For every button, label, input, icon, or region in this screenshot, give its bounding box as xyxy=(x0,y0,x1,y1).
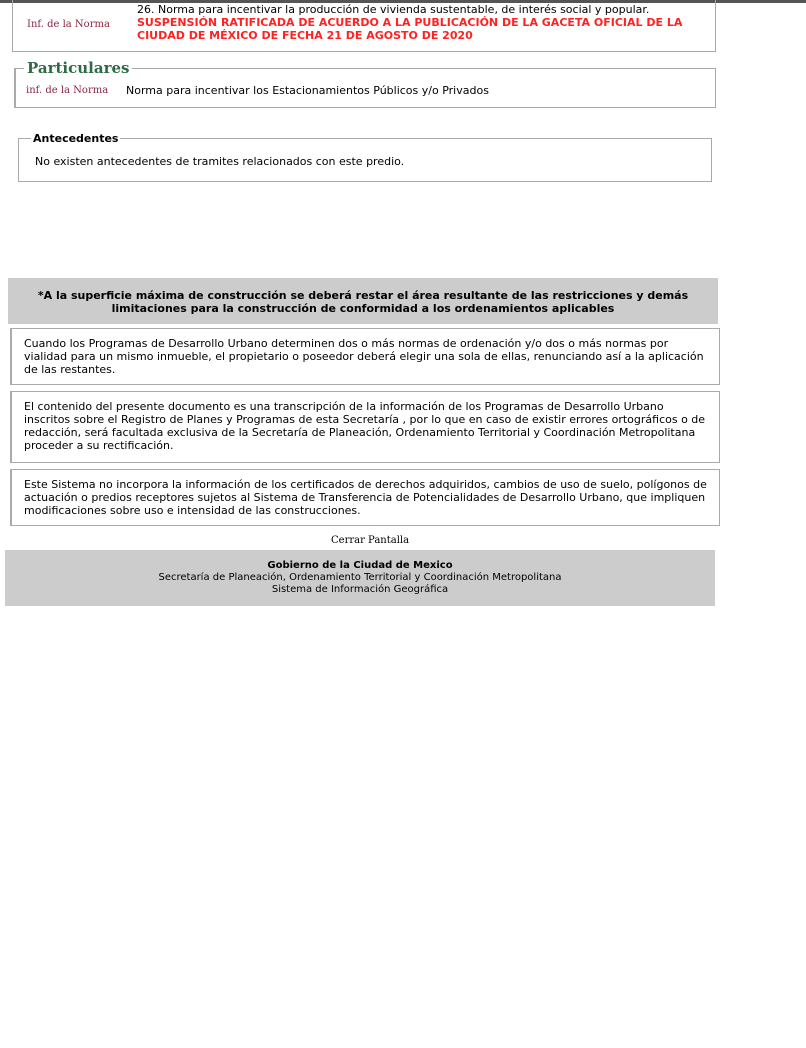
particulares-label: inf. de la Norma xyxy=(26,85,109,96)
footer xyxy=(5,550,715,606)
particulares-legend: Particulares xyxy=(24,59,132,77)
footer-secretaria: Secretaría de Planeación, Ordenamiento Territorial y Coordinación Metropolitana xyxy=(158,572,562,583)
particulares-value: Norma para incentivar los Estacionamientos Públicos y/o Privados xyxy=(126,84,489,97)
close-screen-link[interactable]: Cerrar Pantalla xyxy=(331,535,410,546)
footer-title: Gobierno de la Ciudad de Mexico xyxy=(267,560,453,571)
footer-system-name: Sistema de Información Geográfica xyxy=(271,584,449,595)
restriction-banner: *A la superficie máxima de construcción se deberá restar el área resultante de las restricciones y demás limitaciones para la construcción de conformidad a los ordenamientos aplicables xyxy=(8,278,718,324)
particulares-fieldset xyxy=(14,59,716,108)
antecedentes-legend: Antecedentes xyxy=(33,132,119,145)
antecedentes-fieldset xyxy=(18,132,712,182)
notice-box-normas: Cuando los Programas de Desarrollo Urbano determinen dos o más normas de ordenación y/o dos o más normas por vialidad para un mismo inmueble, el propietario o poseedor deberá elegir una sola de ellas, renunciando así a la aplicación de las restantes. xyxy=(10,328,720,385)
notice-box-transcripcion: El contenido del presente documento es una transcripción de la información de los Programas de Desarrollo Urbano inscritos sobre el Registro de Planes y Programas de esta Secretaría , por lo que en caso de existir errores ortográficos o de redacción, será facultada exclusiva de la Secretaría de Planeación, Ordenamiento Territorial y Coordinación Metropolitana proceder a su rectificación. xyxy=(10,391,720,463)
antecedentes-text: No existen antecedentes de tramites relacionados con este predio. xyxy=(35,155,405,168)
norma-label: Inf. de la Norma xyxy=(27,19,110,30)
notice-box-sistema: Este Sistema no incorpora la información de los certificados de derechos adquiridos, cambios de uso de suelo, polígonos de actuación o predios receptores sujetos al Sistema de Transferencia de Potencialidades de Desarrollo Urbano, que impliquen modificaciones sobre uso e intensidad de las construcciones. xyxy=(10,469,720,526)
norma-suspension-note: SUSPENSIÓN RATIFICADA DE ACUERDO A LA PUBLICACIÓN DE LA GACETA OFICIAL DE LA CIUDAD DE MÉXICO DE FECHA 21 DE AGOSTO DE 2020 xyxy=(137,16,683,42)
norma-item-text: 26. Norma para incentivar la producción de vivienda sustentable, de interés social y popular. xyxy=(137,3,650,16)
norma-section xyxy=(12,0,716,52)
